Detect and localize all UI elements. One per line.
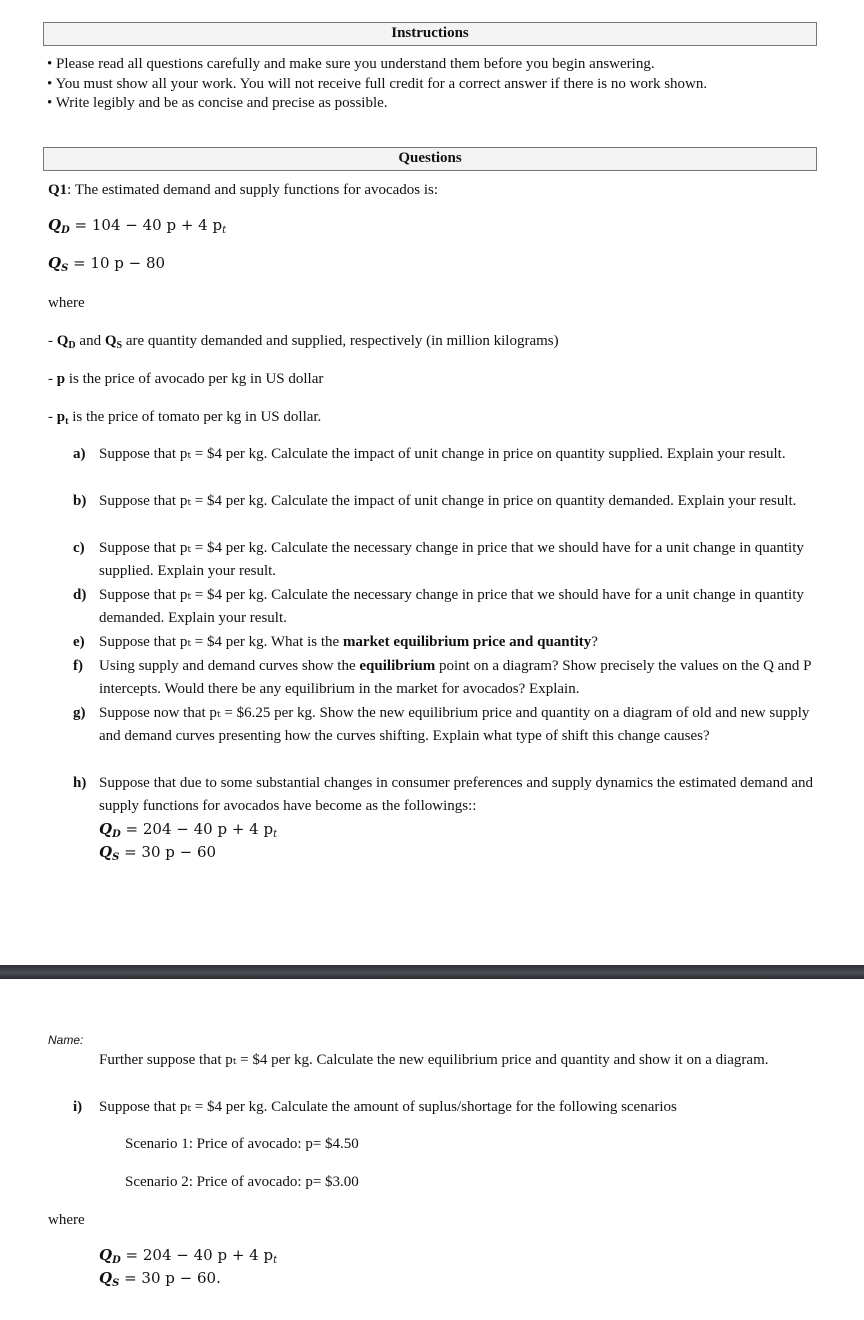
definition-price-tomato: - $p_t$ is the price of tomato per kg in US dollar.: [48, 409, 322, 427]
question-part-e: e) Suppose that pₜ = $4 per kg. What is the market equilibrium price and quantity?: [73, 634, 598, 650]
question-part-h: h) Suppose that due to some substantial changes in consumer preferences and supply dynamics the estimated demand and supply functions for avocados have become as the followings::: [73, 775, 813, 814]
definition-quantities: - $Q_D$ and $Q_S$ are quantity demanded and supplied, respectively (in million kilograms): [48, 333, 559, 351]
page2-demand-equation: $Q_D = 204 - 40$ p + 4 $p_t$: [99, 1246, 278, 1266]
name-label: Name:: [48, 1033, 84, 1047]
page2-supply-equation: $Q_S = 30$ p − 60.: [99, 1269, 221, 1289]
question-part-c: c) Suppose that pₜ = $4 per kg. Calculate the necessary change in price that we should have for a unit change in quantity supplied. Explain your result.: [73, 540, 804, 579]
q1-intro: Q1: The estimated demand and supply functions for avocados is:: [48, 182, 439, 198]
questions-heading: Questions: [43, 147, 817, 171]
page-divider: [0, 965, 864, 979]
new-supply-equation: $Q_S = 30$ p − 60: [99, 843, 217, 863]
question-part-b: b) Suppose that pₜ = $4 per kg. Calculate the impact of unit change in price on quantity demanded. Explain your result.: [73, 493, 797, 509]
question-part-h-continued: Further suppose that pₜ = $4 per kg. Calculate the new equilibrium price and quantity and show it on a diagram.: [99, 1052, 769, 1068]
instruction-bullet: • You must show all your work. You will not receive full credit for a correct answer if there is no work shown.: [47, 76, 708, 92]
question-part-i: i) Suppose that pₜ = $4 per kg. Calculate the amount of suplus/shortage for the following scenarios: [73, 1099, 677, 1115]
scenario-1: Scenario 1: Price of avocado: p= $4.50: [125, 1136, 359, 1152]
instruction-bullet: • Write legibly and be as concise and precise as possible.: [47, 95, 388, 111]
supply-equation: $Q_S = 10$ p − 80: [48, 254, 166, 274]
question-part-f: f) Using supply and demand curves show the equilibrium point on a diagram? Show precisely the values on the Q and P intercepts. Would there be any equilibrium in the market for avocados? Explain.: [73, 658, 811, 697]
definition-price-avocado: - p is the price of avocado per kg in US dollar: [48, 371, 324, 387]
where-label-2: where: [48, 1212, 85, 1228]
question-part-a: a) Suppose that pₜ = $4 per kg. Calculate the impact of unit change in price on quantity supplied. Explain your result.: [73, 446, 786, 462]
instruction-bullet: • Please read all questions carefully and make sure you understand them before you begin answering.: [47, 56, 655, 72]
new-demand-equation: $Q_D = 204 - 40$ p + 4 $p_t$: [99, 820, 278, 840]
scenario-2: Scenario 2: Price of avocado: p= $3.00: [125, 1174, 359, 1190]
question-part-d: d) Suppose that pₜ = $4 per kg. Calculate the necessary change in price that we should have for a unit change in quantity demanded. Explain your result.: [73, 587, 804, 626]
question-part-g: g) Suppose now that pₜ = $6.25 per kg. Show the new equilibrium price and quantity on a diagram of old and new supply and demand curves presenting how the curves shifting. Explain what type of shift this change causes?: [73, 705, 810, 744]
instructions-heading: Instructions: [43, 22, 817, 46]
where-label: where: [48, 295, 85, 311]
demand-equation: $Q_D = 104 - 40$ p + 4 $p_t$: [48, 216, 227, 236]
